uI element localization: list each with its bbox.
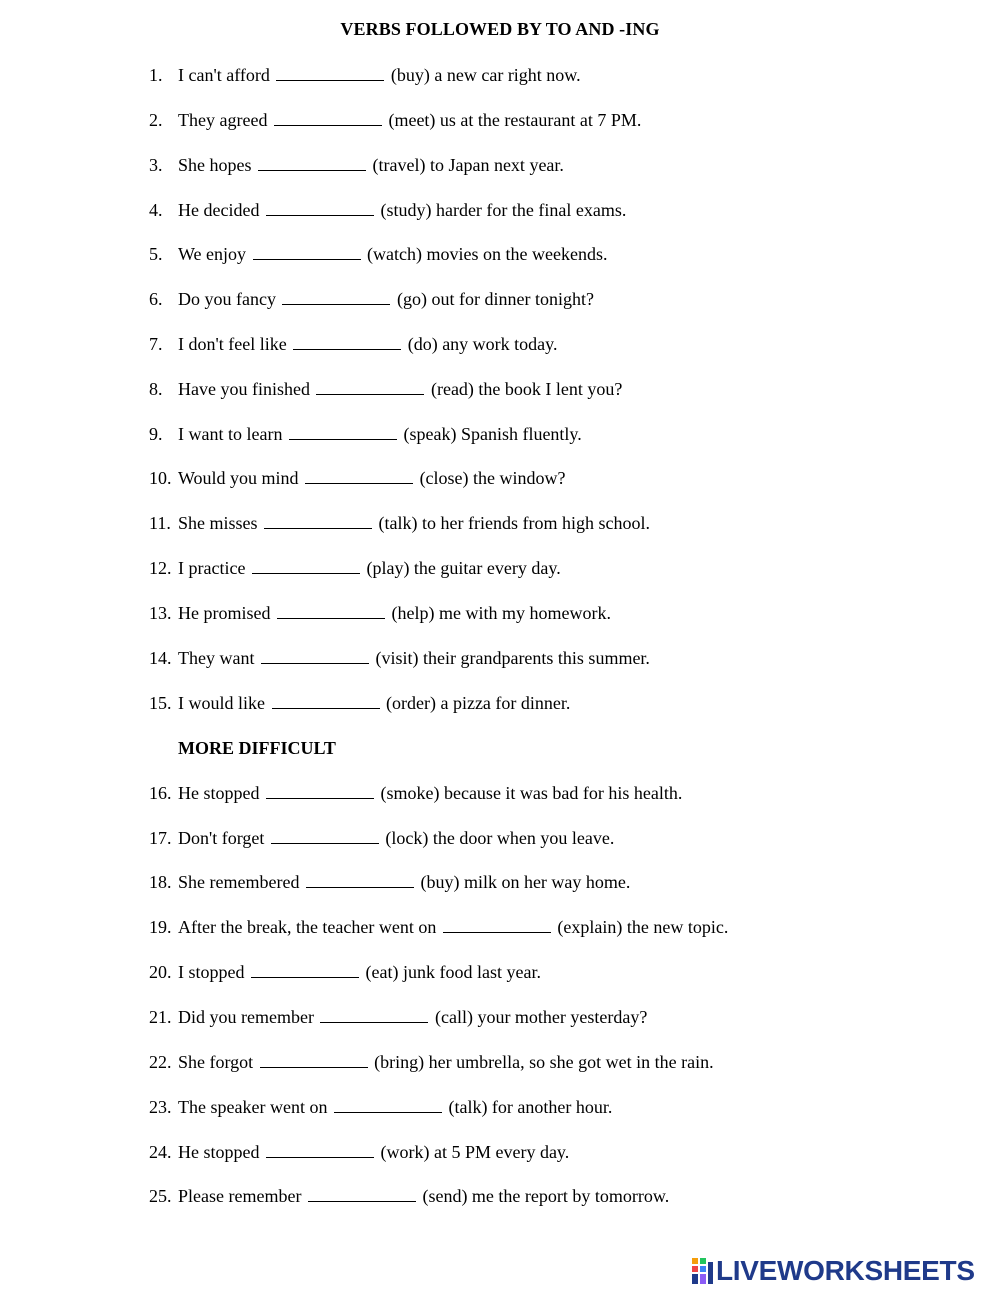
question-text: Would you mind: [178, 468, 299, 488]
question-22: [149, 1051, 714, 1073]
question-hint: (travel) to Japan next year.: [372, 155, 564, 175]
question-3: [149, 154, 564, 176]
answer-blank-11[interactable]: [264, 513, 372, 529]
question-number: 14.: [149, 648, 172, 668]
question-number: 10.: [149, 468, 172, 488]
question-hint: (lock) the door when you leave.: [385, 828, 615, 848]
question-7: [149, 333, 558, 355]
question-2: [149, 109, 641, 131]
question-number: 23.: [149, 1097, 172, 1117]
question-number: 12.: [149, 558, 172, 578]
question-text: They want: [178, 648, 255, 668]
question-number: 7.: [149, 334, 163, 354]
question-14: [149, 647, 650, 669]
question-number: 4.: [149, 200, 163, 220]
question-text: I don't feel like: [178, 334, 287, 354]
question-text: After the break, the teacher went on: [178, 917, 437, 937]
question-hint: (call) your mother yesterday?: [434, 1007, 648, 1027]
answer-blank-16[interactable]: [266, 783, 374, 799]
question-text: I can't afford: [178, 65, 270, 85]
question-hint: (visit) their grandparents this summer.: [375, 648, 650, 668]
question-number: 25.: [149, 1186, 172, 1206]
question-number: 16.: [149, 783, 172, 803]
liveworksheets-logo[interactable]: [692, 1254, 975, 1288]
answer-blank-9[interactable]: [289, 424, 397, 440]
question-text: He promised: [178, 603, 271, 623]
question-number: 15.: [149, 693, 172, 713]
question-hint: (speak) Spanish fluently.: [403, 424, 582, 444]
answer-blank-14[interactable]: [261, 648, 369, 664]
question-text: Please remember: [178, 1186, 302, 1206]
question-hint: (talk) to her friends from high school.: [378, 513, 650, 533]
question-text: Have you finished: [178, 379, 310, 399]
question-19: [149, 916, 728, 938]
question-10: [149, 467, 566, 489]
question-hint: (buy) a new car right now.: [390, 65, 581, 85]
question-number: 8.: [149, 379, 163, 399]
question-25: [149, 1185, 669, 1207]
answer-blank-3[interactable]: [258, 155, 366, 171]
answer-blank-24[interactable]: [266, 1142, 374, 1158]
answer-blank-21[interactable]: [320, 1007, 428, 1023]
question-text: She hopes: [178, 155, 252, 175]
answer-blank-17[interactable]: [271, 828, 379, 844]
question-hint: (watch) movies on the weekends.: [367, 244, 608, 264]
question-text: Did you remember: [178, 1007, 314, 1027]
question-hint: (smoke) because it was bad for his health.: [380, 783, 683, 803]
question-number: 21.: [149, 1007, 172, 1027]
question-text: He decided: [178, 200, 260, 220]
answer-blank-10[interactable]: [305, 468, 413, 484]
question-hint: (send) me the report by tomorrow.: [422, 1186, 670, 1206]
question-text: I practice: [178, 558, 246, 578]
question-16: [149, 782, 682, 804]
question-13: [149, 602, 611, 624]
answer-blank-20[interactable]: [251, 962, 359, 978]
question-23: [149, 1096, 612, 1118]
question-hint: (explain) the new topic.: [557, 917, 729, 937]
question-hint: (bring) her umbrella, so she got wet in the rain.: [374, 1052, 714, 1072]
question-hint: (help) me with my homework.: [391, 603, 611, 623]
question-15: [149, 692, 570, 714]
question-hint: (order) a pizza for dinner.: [386, 693, 571, 713]
question-text: I would like: [178, 693, 265, 713]
question-hint: (meet) us at the restaurant at 7 PM.: [388, 110, 642, 130]
question-text: Do you fancy: [178, 289, 276, 309]
answer-blank-6[interactable]: [282, 289, 390, 305]
question-hint: (do) any work today.: [407, 334, 558, 354]
question-4: [149, 199, 626, 221]
question-text: They agreed: [178, 110, 268, 130]
question-text: She forgot: [178, 1052, 254, 1072]
worksheet-title: VERBS FOLLOWED BY TO AND -ING: [340, 19, 660, 39]
question-21: [149, 1006, 647, 1028]
question-hint: (eat) junk food last year.: [365, 962, 541, 982]
question-18: [149, 871, 630, 893]
question-number: 9.: [149, 424, 163, 444]
question-17: [149, 827, 614, 849]
question-text: We enjoy: [178, 244, 247, 264]
question-number: 19.: [149, 917, 172, 937]
question-text: She remembered: [178, 872, 300, 892]
answer-blank-8[interactable]: [316, 379, 424, 395]
question-hint: (play) the guitar every day.: [366, 558, 561, 578]
question-text: The speaker went on: [178, 1097, 328, 1117]
question-number: 17.: [149, 828, 172, 848]
answer-blank-15[interactable]: [272, 693, 380, 709]
question-number: 24.: [149, 1142, 172, 1162]
liveworksheets-logo-text: LIVEWORKSHEETS: [716, 1255, 975, 1286]
question-number: 5.: [149, 244, 163, 264]
answer-blank-12[interactable]: [252, 558, 360, 574]
liveworksheets-logo-icon: [692, 1258, 714, 1284]
answer-blank-4[interactable]: [266, 200, 374, 216]
answer-blank-18[interactable]: [306, 872, 414, 888]
question-text: I stopped: [178, 962, 245, 982]
question-8: [149, 378, 622, 400]
question-number: 6.: [149, 289, 163, 309]
question-number: 13.: [149, 603, 172, 623]
question-text: He stopped: [178, 1142, 260, 1162]
question-number: 18.: [149, 872, 172, 892]
answer-blank-7[interactable]: [293, 334, 401, 350]
question-11: [149, 512, 650, 534]
question-hint: (work) at 5 PM every day.: [380, 1142, 570, 1162]
answer-blank-23[interactable]: [334, 1097, 442, 1113]
question-text: He stopped: [178, 783, 260, 803]
answer-blank-1[interactable]: [276, 65, 384, 81]
question-hint: (close) the window?: [419, 468, 566, 488]
question-hint: (read) the book I lent you?: [430, 379, 623, 399]
question-hint: (buy) milk on her way home.: [420, 872, 631, 892]
question-hint: (talk) for another hour.: [448, 1097, 613, 1117]
question-number: 3.: [149, 155, 163, 175]
question-text: Don't forget: [178, 828, 265, 848]
answer-blank-19[interactable]: [443, 917, 551, 933]
question-5: [149, 243, 607, 265]
question-hint: (go) out for dinner tonight?: [396, 289, 594, 309]
answer-blank-22[interactable]: [260, 1052, 368, 1068]
answer-blank-25[interactable]: [308, 1186, 416, 1202]
question-number: 11.: [149, 513, 171, 533]
question-9: [149, 423, 582, 445]
question-20: [149, 961, 541, 983]
question-number: 1.: [149, 65, 163, 85]
question-text: She misses: [178, 513, 258, 533]
section-heading-more-difficult: MORE DIFFICULT: [178, 738, 336, 758]
question-number: 22.: [149, 1052, 172, 1072]
question-number: 20.: [149, 962, 172, 982]
answer-blank-5[interactable]: [253, 244, 361, 260]
answer-blank-2[interactable]: [274, 110, 382, 126]
question-1: [149, 64, 581, 86]
question-hint: (study) harder for the final exams.: [380, 200, 627, 220]
question-number: 2.: [149, 110, 163, 130]
question-12: [149, 557, 561, 579]
question-text: I want to learn: [178, 424, 283, 444]
question-6: [149, 288, 594, 310]
answer-blank-13[interactable]: [277, 603, 385, 619]
question-24: [149, 1141, 569, 1163]
